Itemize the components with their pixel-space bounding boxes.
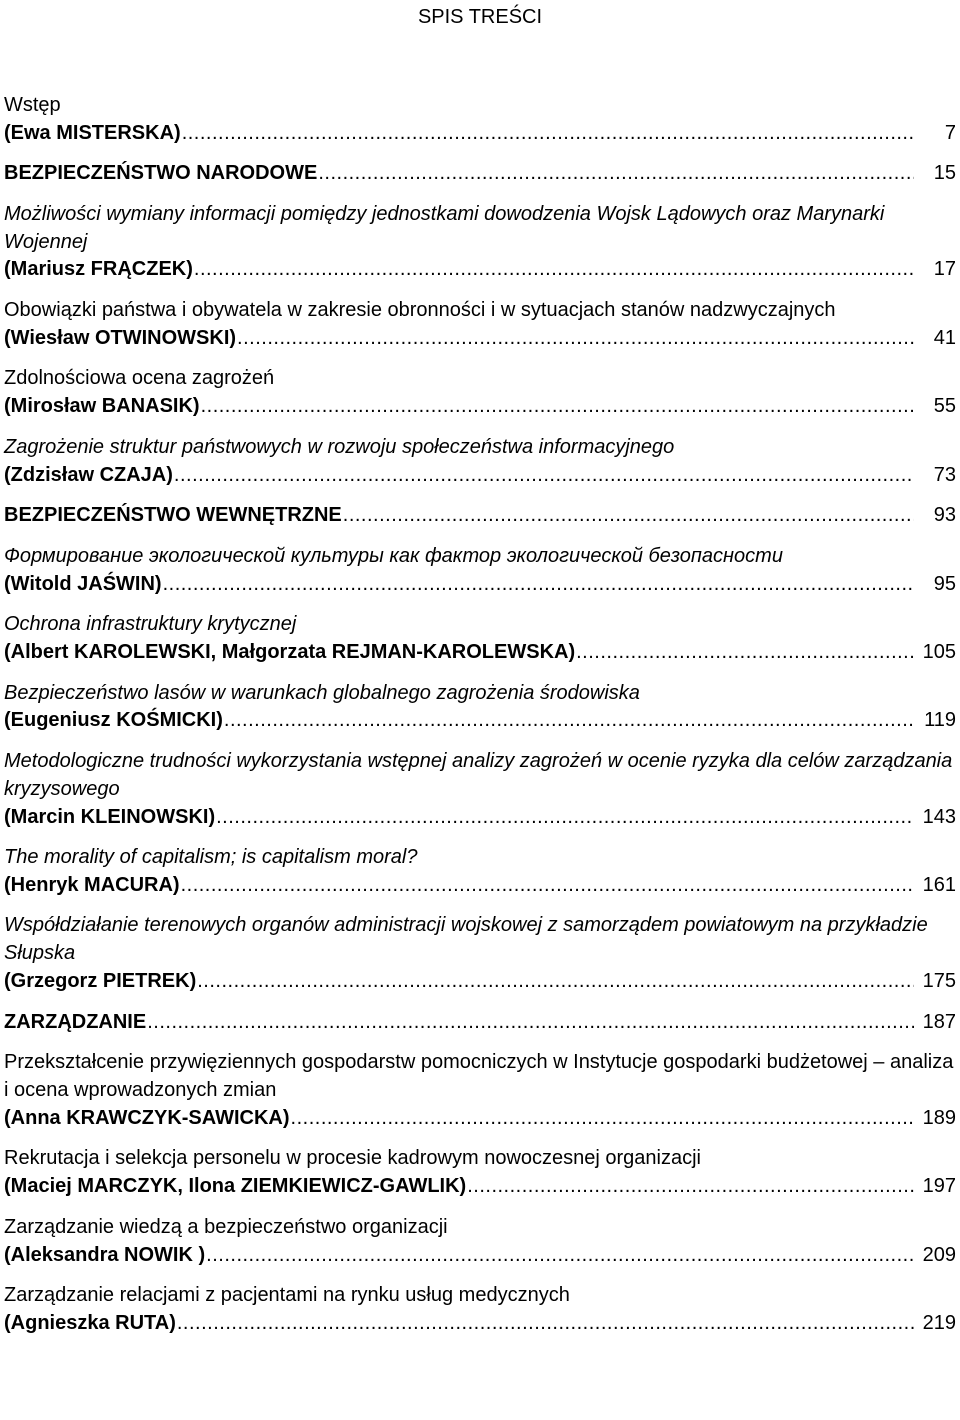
entry-author: (Mirosław BANASIK) (4, 395, 200, 418)
entry-author: (Ewa MISTERSKA) (4, 121, 181, 144)
section-heading: BEZPIECZEŃSTWO WEWNĘTRZNE (4, 504, 342, 527)
entry-leader-line (4, 804, 956, 832)
entry-title: Przekształcenie przywięziennych gospodarstw pomocniczych w Instytucje gospodarki budżetowej – analiza i ocena wprowadzonych zmian (4, 1051, 954, 1102)
entry-author: (Grzegorz PIETREK) (4, 970, 197, 993)
page-title: SPIS TREŚCI (417, 6, 543, 28)
toc-entry (4, 1214, 956, 1270)
entry-author: (Witold JAŚWIN) (4, 572, 162, 595)
dot-leader (291, 1105, 914, 1133)
page-number: 197 (922, 1175, 956, 1198)
entry-title: Rekrutacja i selekcja personelu w procesie kadrowym nowoczesnej organizacji (4, 1147, 701, 1170)
dot-leader (163, 571, 914, 599)
entry-leader-line (4, 120, 956, 148)
page-number: 189 (922, 1106, 956, 1129)
toc-entry (4, 434, 956, 490)
entry-title: Obowiązki państwa i obywatela w zakresie obronności i w sytuacjach stanów nadzwyczajnych (4, 298, 836, 321)
entry-leader-line (4, 1105, 956, 1133)
page-number: 41 (933, 326, 956, 349)
page-number: 143 (922, 805, 956, 828)
page-number: 55 (933, 395, 956, 418)
toc-entry (4, 201, 956, 284)
page-number: 209 (922, 1243, 956, 1266)
toc-entry (4, 543, 956, 599)
page-number: 7 (944, 121, 956, 144)
entry-title: Bezpieczeństwo lasów w warunkach globalnego zagrożenia środowiska (4, 681, 640, 704)
page-number: 187 (922, 1010, 956, 1033)
entry-title: Metodologiczne trudności wykorzystania wstępnej analizy zagrożeń w ocenie ryzyka dla celów zarządzania kryzysowego (4, 749, 953, 800)
entry-title: Zagrożenie struktur państwowych w rozwoju społeczeństwa informacyjnego (4, 435, 675, 458)
entry-leader-line (4, 256, 956, 284)
entry-author: (Anna KRAWCZYK-SAWICKA) (4, 1106, 290, 1129)
page-number: 175 (922, 970, 956, 993)
page-number: 17 (933, 258, 956, 281)
entry-leader-line (4, 325, 956, 353)
page-number: 93 (933, 504, 956, 527)
page-number: 95 (933, 572, 956, 595)
entry-title: Zdolnościowa ocena zagrożeń (4, 367, 275, 390)
toc-entry (4, 1049, 956, 1132)
dot-leader (194, 256, 914, 284)
dot-leader (237, 325, 914, 353)
entry-leader-line (4, 1310, 956, 1338)
section-heading: ZARZĄDZANIE (4, 1010, 147, 1033)
section-leader-line (4, 160, 956, 188)
toc-entry (4, 1145, 956, 1201)
entry-title: Ochrona infrastruktury krytycznej (4, 613, 297, 636)
toc-entry (4, 680, 956, 736)
toc-entry (4, 297, 956, 353)
section-heading: BEZPIECZEŃSTWO NARODOWE (4, 162, 318, 185)
dot-leader (576, 639, 914, 667)
dot-leader (197, 968, 914, 996)
entry-title: Możliwości wymiany informacji pomiędzy jednostkami dowodzenia Wojsk Lądowych oraz Marynarki Wojennej (4, 202, 885, 253)
section-leader-line (4, 1009, 956, 1037)
toc-entry (4, 844, 956, 900)
entry-author: (Zdzisław CZAJA) (4, 463, 173, 486)
page-number: 119 (924, 709, 956, 732)
dot-leader (147, 1009, 914, 1037)
entry-title: Współdziałanie terenowych organów administracji wojskowej z samorządem powiatowym na przykładzie Słupska (4, 914, 928, 965)
dot-leader (181, 872, 914, 900)
entry-author: (Agnieszka RUTA) (4, 1312, 176, 1335)
entry-author: (Eugeniusz KOŚMICKI) (4, 709, 223, 732)
entry-author: (Mariusz FRĄCZEK) (4, 258, 193, 281)
dot-leader (177, 1310, 914, 1338)
dot-leader (343, 502, 914, 530)
entry-author: (Aleksandra NOWIK ) (4, 1243, 206, 1266)
page-number: 161 (922, 873, 956, 896)
dot-leader (224, 707, 914, 735)
entry-author: (Wiesław OTWINOWSKI) (4, 326, 237, 349)
page-number: 105 (922, 640, 956, 663)
entry-leader-line (4, 872, 956, 900)
entry-leader-line (4, 639, 956, 667)
dot-leader (206, 1242, 914, 1270)
entry-leader-line (4, 1242, 956, 1270)
toc-entry (4, 92, 956, 148)
dot-leader (318, 160, 914, 188)
dot-leader (467, 1173, 914, 1201)
entry-author: (Albert KAROLEWSKI, Małgorzata REJMAN-KAROLEWSKA) (4, 640, 576, 663)
entry-leader-line (4, 571, 956, 599)
toc-entry (4, 748, 956, 831)
dot-leader (182, 120, 914, 148)
toc-entry (4, 1282, 956, 1338)
entry-leader-line (4, 462, 956, 490)
toc-section (4, 1009, 956, 1037)
entry-title: Формирование экологической культуры как фактор экологической безопасности (4, 544, 783, 567)
page-number: 73 (933, 463, 956, 486)
entry-title: Wstęp (4, 93, 61, 116)
entry-author: (Marcin KLEINOWSKI) (4, 805, 216, 828)
dot-leader (216, 804, 914, 832)
toc-entry (4, 365, 956, 421)
toc-entry (4, 611, 956, 667)
page-number: 15 (933, 162, 956, 185)
entry-leader-line (4, 707, 956, 735)
entry-author: (Henryk MACURA) (4, 873, 180, 896)
entry-title: Zarządzanie relacjami z pacjentami na rynku usług medycznych (4, 1284, 570, 1307)
entry-title: The morality of capitalism; is capitalism moral? (4, 846, 418, 869)
entry-leader-line (4, 393, 956, 421)
entry-leader-line (4, 968, 956, 996)
entry-leader-line (4, 1173, 956, 1201)
section-leader-line (4, 502, 956, 530)
toc-entry (4, 912, 956, 995)
entry-title: Zarządzanie wiedzą a bezpieczeństwo organizacji (4, 1215, 448, 1238)
entry-author: (Maciej MARCZYK, Ilona ZIEMKIEWICZ-GAWLIK) (4, 1175, 467, 1198)
toc-section (4, 502, 956, 530)
page-number: 219 (922, 1312, 956, 1335)
toc-section (4, 160, 956, 188)
dot-leader (174, 462, 914, 490)
dot-leader (201, 393, 914, 421)
